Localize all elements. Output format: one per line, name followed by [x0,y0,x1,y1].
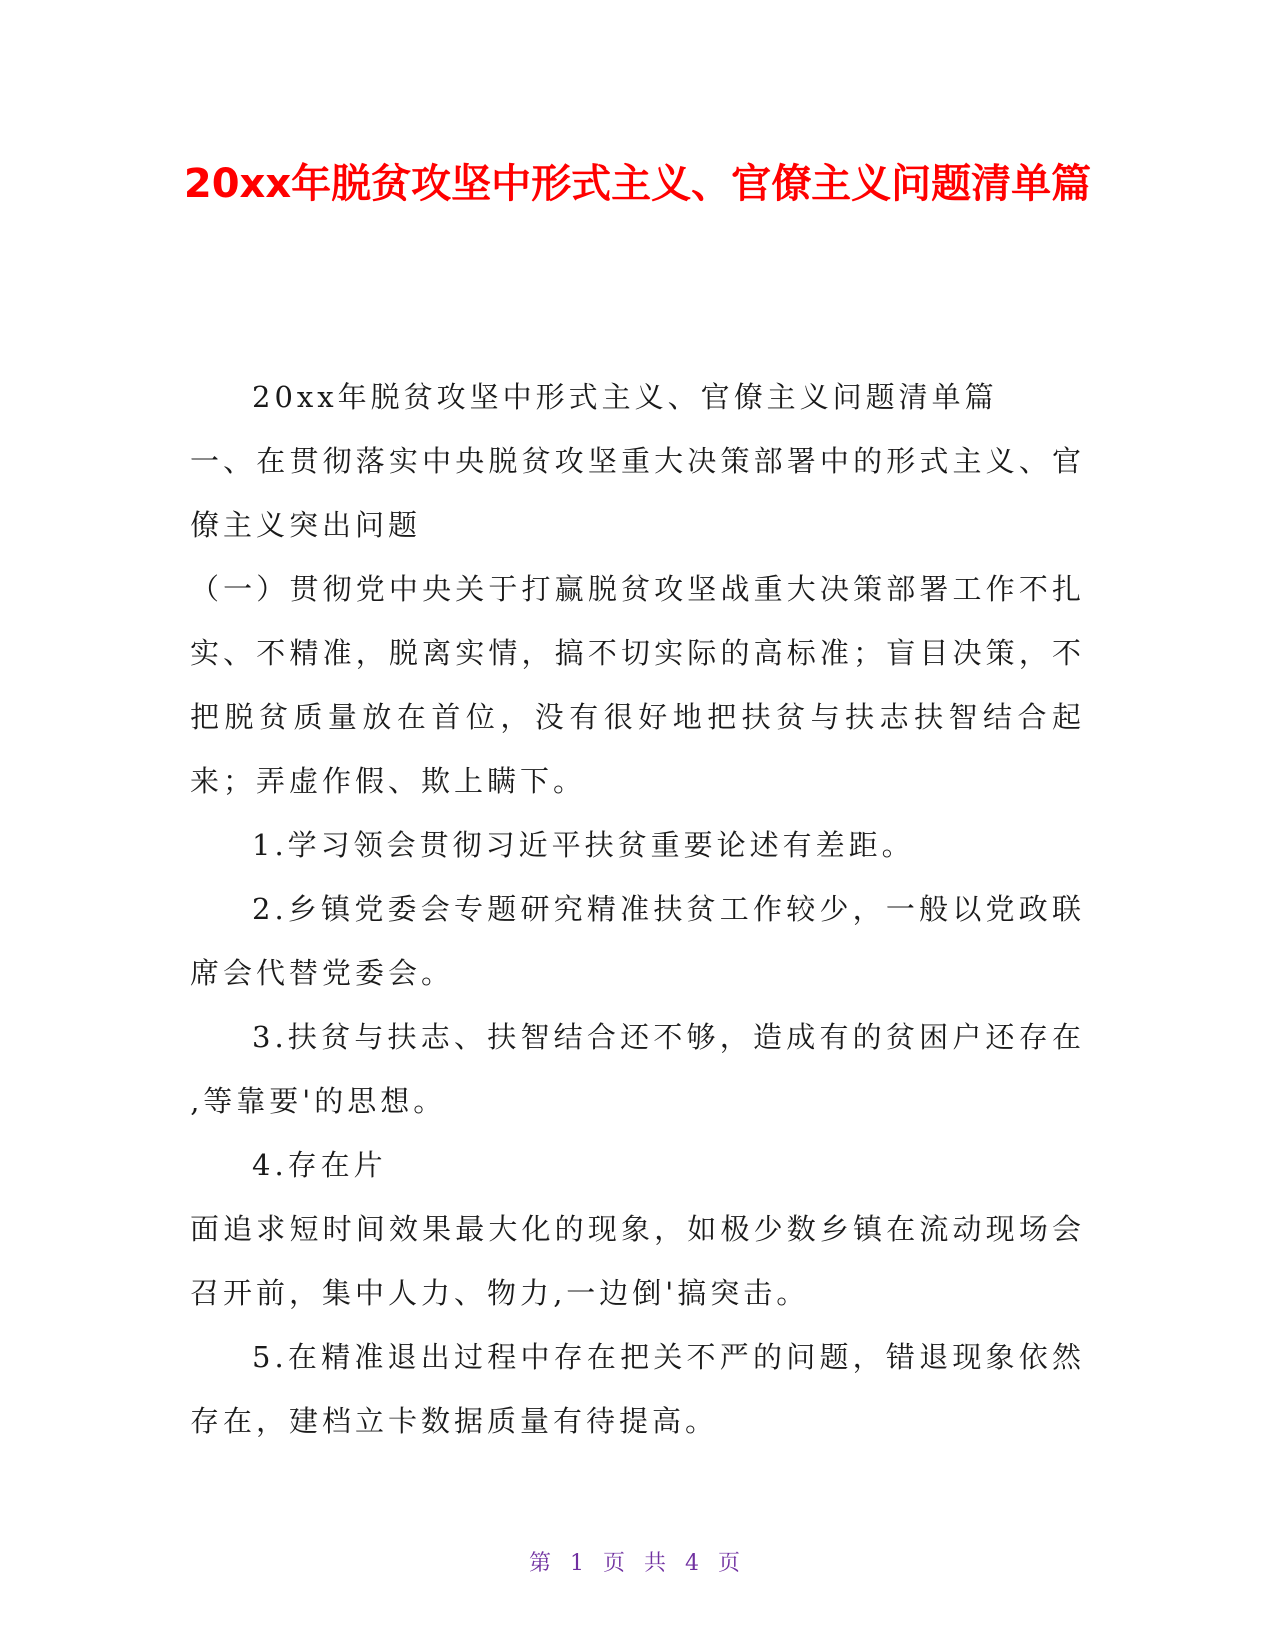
document-title: 20xx年脱贫攻坚中形式主义、官僚主义问题清单篇 [183,161,1092,207]
paragraph-subsection: （一）贯彻党中央关于打赢脱贫攻坚战重大决策部署工作不扎实、不精准，脱离实情，搞不切实际的高标准；盲目决策，不把脱贫质量放在首位，没有很好地把扶贫与扶志扶智结合起来；弄虚作假、欺上瞒下。 [190,572,1085,798]
paragraph-item-3: 3.扶贫与扶志、扶智结合还不够，造成有的贫困户还存在‚等靠要'的思想。 [190,1020,1085,1118]
document-body [190,365,1085,1453]
paragraph-section-heading: 一、在贯彻落实中央脱贫攻坚重大决策部署中的形式主义、官僚主义突出问题 [190,444,1085,542]
page-number-footer: 第 1 页 共 4 页 [529,1551,746,1576]
paragraph-item-4-start: 4.存在片 [252,1148,387,1182]
paragraph-item-2: 2.乡镇党委会专题研究精准扶贫工作较少，一般以党政联席会代替党委会。 [190,892,1085,990]
paragraph-item-4-cont: 面追求短时间效果最大化的现象，如极少数乡镇在流动现场会召开前，集中人力、物力‚一边倒'搞突击。 [190,1212,1085,1310]
paragraph-item-5: 5.在精准退出过程中存在把关不严的问题，错退现象依然存在，建档立卡数据质量有待提高。 [190,1340,1085,1438]
paragraph-item-1: 1.学习领会贯彻习近平扶贫重要论述有差距。 [252,828,915,862]
paragraph-subtitle: 20xx年脱贫攻坚中形式主义、官僚主义问题清单篇 [252,380,998,414]
